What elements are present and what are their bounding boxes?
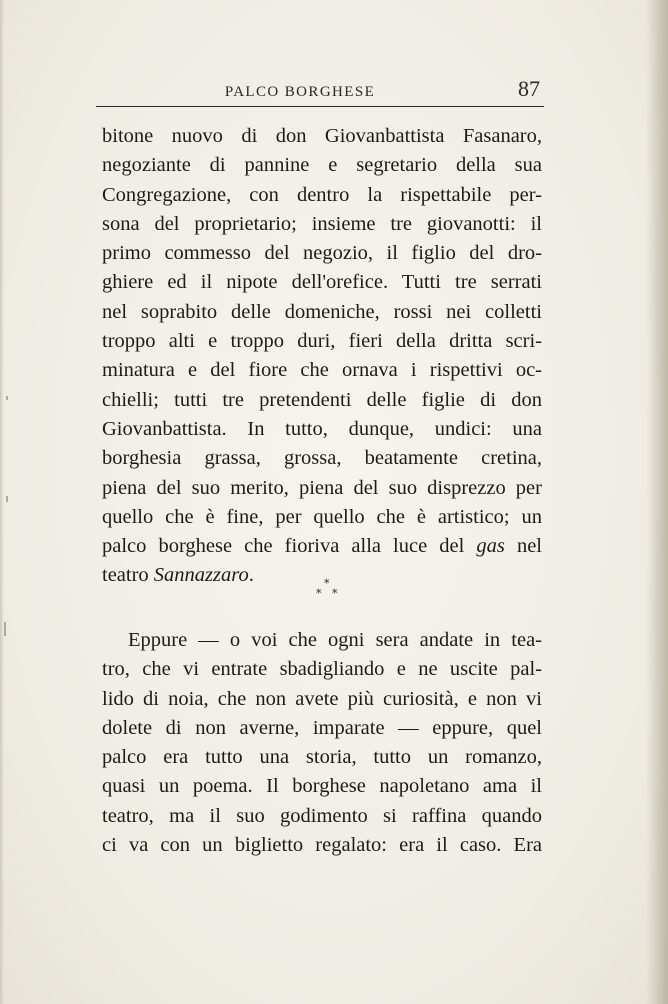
text-line: Congregazione, con dentro la rispettabile per- [102,183,542,206]
print-speck [6,496,8,502]
text-line: teatro, ma il suo godimento si raffina quando [102,804,542,827]
text-line: ghiere ed il nipote dell'orefice. Tutti tre serrati [102,271,542,294]
text-line: primo commesso del negozio, il figlio del dro- [102,242,542,265]
asterisk: * [316,587,322,600]
text-line: nel soprabito delle domeniche, rossi nei colletti [102,300,542,323]
header-rule [96,106,544,107]
text-line: chielli; tutti tre pretendenti delle figlie di don [102,388,542,411]
text-line: ci va con un biglietto regalato: era il caso. Era [102,834,542,857]
text-line-with-italic [102,532,542,561]
text-line: minatura e del fiore che ornava i rispettivi oc- [102,359,542,382]
text-line: palco era tutto una storia, tutto un romanzo, [102,746,542,769]
text-line: borghesia grassa, grossa, beatamente cretina, [102,447,542,470]
page-number: 87 [518,76,540,101]
text-line: piena del suo merito, piena del suo disprezzo per [102,476,542,499]
text-span: palco borghese che fioriva alla luce del [102,535,477,558]
italic-word-gas: gas [476,535,505,558]
page-left-edge [0,0,4,1004]
text-line: Giovanbattista. In tutto, dunque, undici: una [102,417,542,440]
text-line: dolete di non averne, imparate — eppure, quel [102,716,542,739]
text-line: quello che è fine, per quello che è artistico; un [102,505,542,528]
paragraph-1 [102,122,542,591]
text-line: lido di noia, che non avete più curiosità, e non vi [102,687,542,710]
text-span: teatro [102,564,154,587]
asterism-separator [300,574,360,604]
text-line: bitone nuovo di don Giovanbattista Fasanaro, [102,125,542,147]
paragraph-2 [102,626,542,860]
print-speck [4,622,6,636]
running-title: PALCO BORGHESE [224,84,376,100]
text-span: . [248,564,254,587]
text-line: tro, che vi entrate sbadigliando e ne uscite pal- [102,658,542,681]
print-speck [6,396,8,400]
page-header [96,74,544,106]
text-line: quasi un poema. Il borghese napoletano ama il [102,775,542,798]
text-line: sona del proprietario; insieme tre giovanotti: il [102,212,542,235]
asterisk: * [324,577,330,590]
text-span: nel [504,535,542,558]
page-right-edge [646,0,668,1004]
text-line: negoziante di pannine e segretario della sua [102,154,542,177]
text-line: troppo alti e troppo duri, fieri della dritta scri- [102,330,542,353]
italic-word-sannazzaro: Sannazzaro [153,564,249,587]
asterisk: * [332,587,338,600]
text-line: Eppure — o voi che ogni sera andate in tea- [128,629,542,651]
